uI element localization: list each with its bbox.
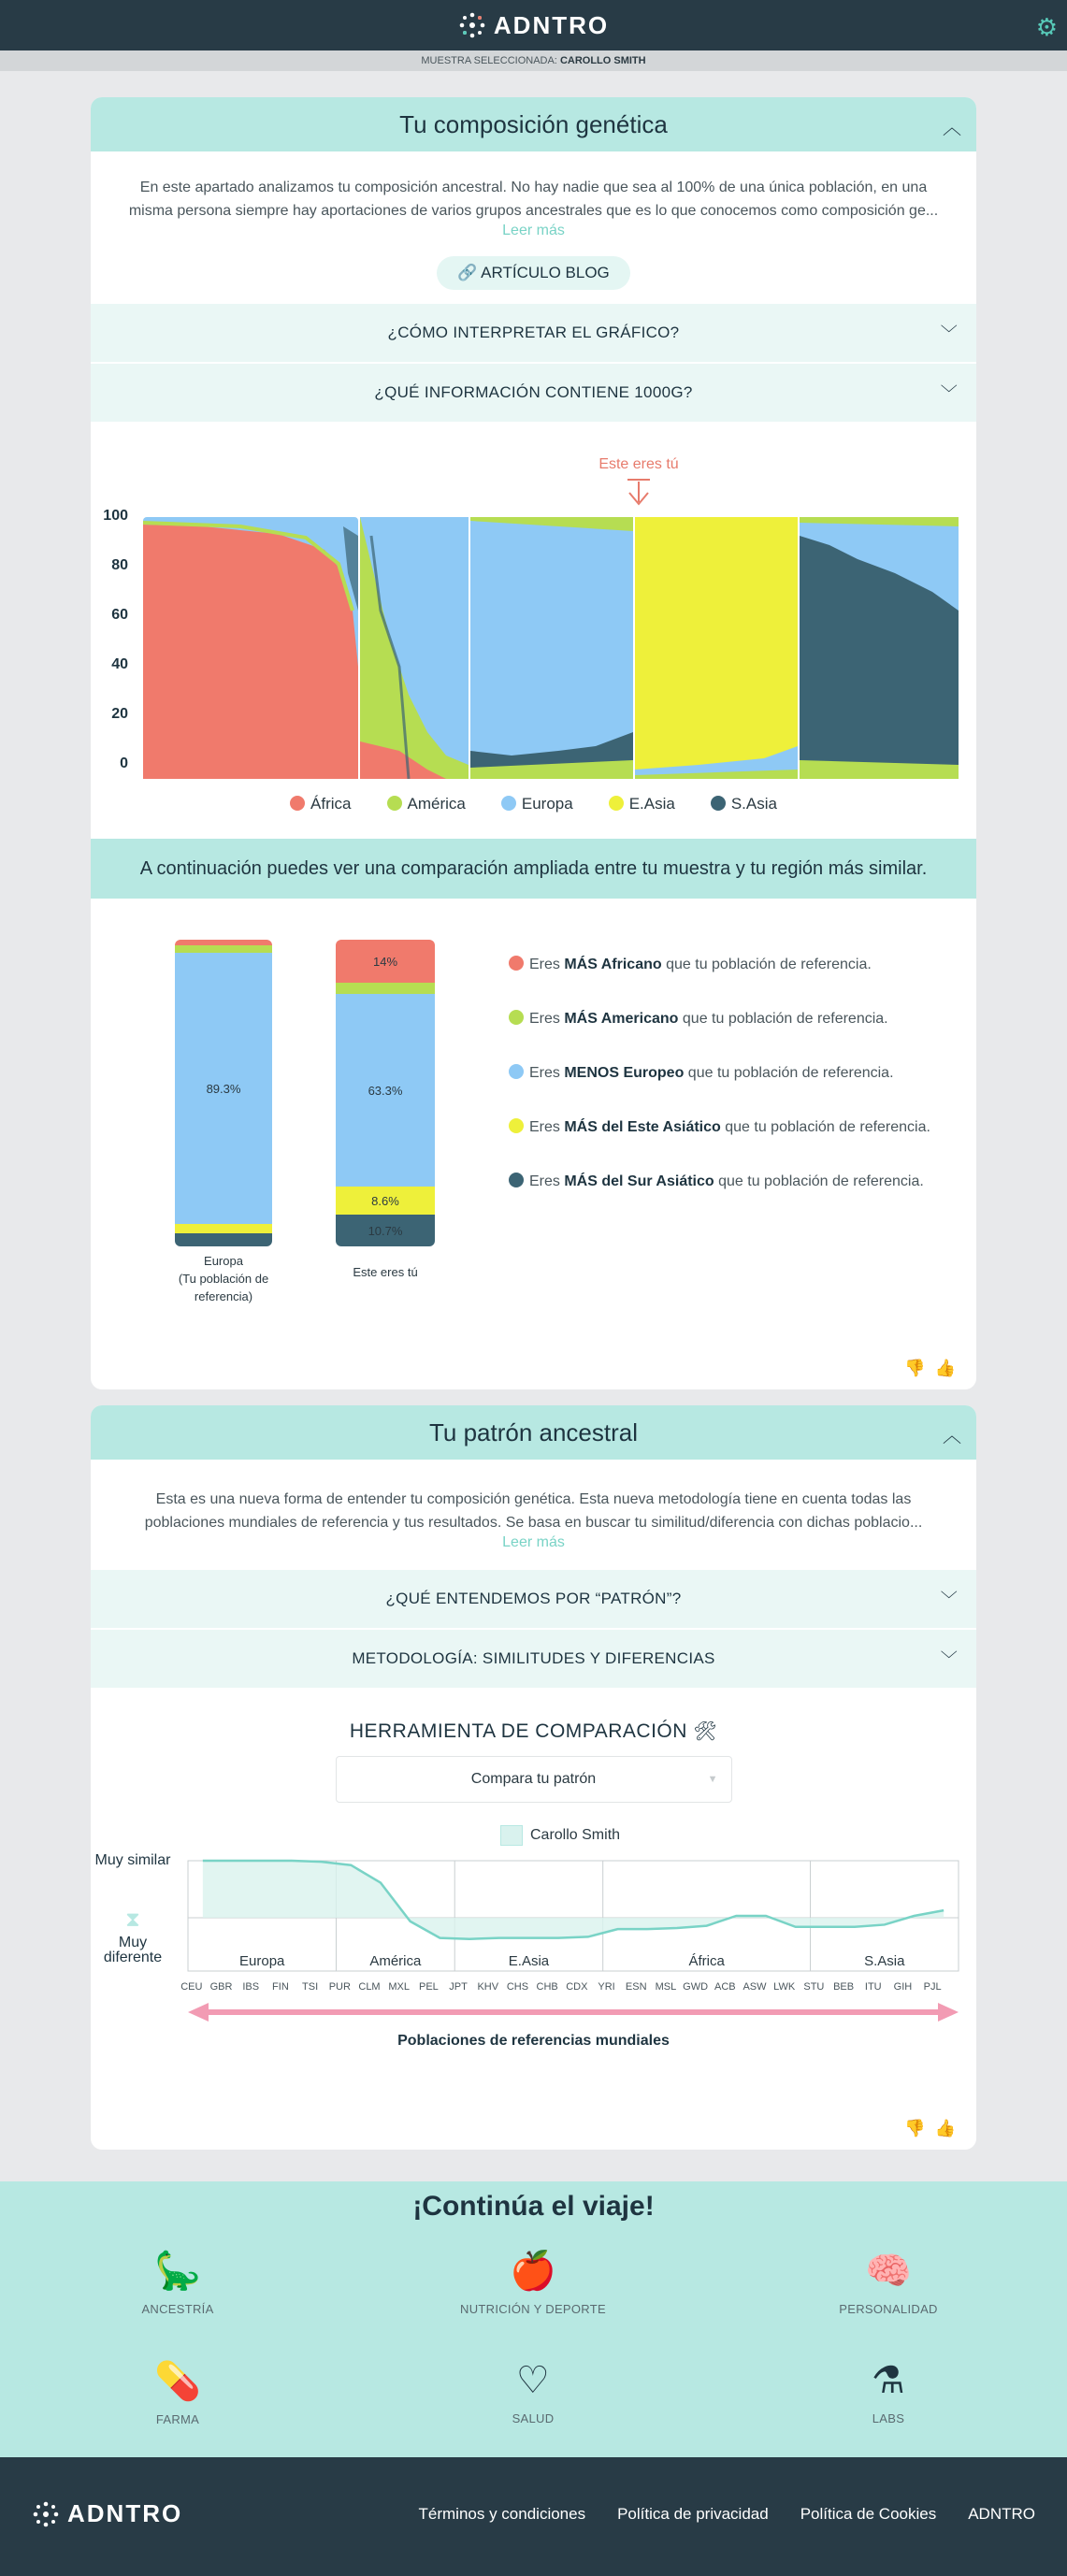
thumbs-up-icon[interactable]: 👍 bbox=[934, 1359, 965, 1377]
blog-article-button[interactable] bbox=[437, 256, 630, 290]
read-more-link[interactable]: Leer más bbox=[502, 1534, 565, 1550]
chevron-down-icon: ﹀ bbox=[940, 324, 958, 343]
marker-label: Este eres tú bbox=[598, 456, 679, 472]
nav-ancestry[interactable]: 🦕 ANCESTRÍA bbox=[94, 2249, 262, 2316]
admixture-block-south-asia bbox=[800, 517, 959, 779]
sample-name: CAROLLO SMITH bbox=[559, 55, 646, 66]
y-label-different: Muy diferente bbox=[103, 1935, 163, 1965]
x-axis-caption: Poblaciones de referencias mundiales bbox=[397, 2033, 670, 2049]
population-tick: PEL bbox=[418, 1981, 439, 1993]
link-adntro[interactable]: ADNTRO bbox=[968, 2505, 1035, 2523]
region-label: Europa bbox=[239, 1953, 285, 1969]
arrow-right-icon bbox=[938, 2003, 959, 2022]
composition-card bbox=[91, 97, 976, 1389]
sample-label: MUESTRA SELECCIONADA: bbox=[421, 55, 557, 66]
chevron-up-icon[interactable]: ︿ bbox=[943, 118, 961, 138]
population-tick: KHV bbox=[477, 1981, 499, 1993]
top-bar bbox=[0, 0, 1067, 50]
apple-icon: 🍎 bbox=[509, 2251, 557, 2292]
y-tick: 60 bbox=[111, 607, 128, 623]
y-tick: 80 bbox=[111, 557, 128, 573]
admixture-block-africa bbox=[143, 517, 358, 779]
feedback-buttons bbox=[904, 2119, 965, 2138]
region-label: S.Asia bbox=[864, 1953, 905, 1969]
population-tick: CHB bbox=[536, 1981, 558, 1993]
composition-intro bbox=[91, 176, 976, 223]
accordion-interpret-chart[interactable] bbox=[91, 304, 976, 364]
link-privacy[interactable]: Política de privacidad bbox=[617, 2505, 769, 2523]
comparison-banner: A continuación puedes ver una comparación ampliada entre tu muestra y tu región más similar. bbox=[91, 839, 976, 899]
nav-personality[interactable]: 🧠 PERSONALIDAD bbox=[804, 2249, 973, 2316]
footer-links bbox=[419, 2505, 1035, 2524]
chevron-down-icon: ﹀ bbox=[940, 384, 958, 403]
brain-icon: 🧠 bbox=[864, 2251, 913, 2292]
pattern-card bbox=[91, 1405, 976, 2150]
population-tick: MSL bbox=[655, 1981, 677, 1993]
y-axis-ticks bbox=[100, 508, 128, 781]
population-tick: FIN bbox=[272, 1981, 289, 1993]
population-tick: MXL bbox=[388, 1981, 411, 1993]
accordion-label: METODOLOGÍA: SIMILITUDES Y DIFERENCIAS bbox=[352, 1649, 715, 1667]
comparison-item: Eres MÁS del Este Asiático que tu población de referencia. bbox=[509, 1118, 930, 1173]
admixture-block-america bbox=[360, 517, 469, 779]
brand-name: ADNTRO bbox=[493, 10, 610, 39]
population-tick: GIH bbox=[893, 1981, 913, 1993]
comparison-item: Eres MENOS Europeo que tu población de referencia. bbox=[509, 1064, 930, 1118]
population-tick: STU bbox=[803, 1981, 825, 1993]
gear-icon[interactable]: ⚙ bbox=[1035, 13, 1058, 41]
footer-brand: ADNTRO bbox=[67, 2499, 183, 2527]
region-label: E.Asia bbox=[508, 1953, 550, 1969]
link-terms[interactable]: Términos y condiciones bbox=[418, 2505, 586, 2523]
you-bar-europe: 63.3% bbox=[336, 994, 435, 1187]
compare-select[interactable] bbox=[336, 1756, 732, 1803]
population-tick: ASW bbox=[743, 1981, 767, 1993]
accordion-pattern-meaning[interactable] bbox=[91, 1570, 976, 1630]
accordion-1000g-info[interactable] bbox=[91, 364, 976, 424]
flask-icon: ⚗ bbox=[871, 2360, 906, 2401]
admixture-legend bbox=[91, 795, 976, 813]
tools-icon: 🛠 bbox=[693, 1721, 718, 1742]
select-value: Compara tu patrón bbox=[470, 1771, 597, 1787]
link-cookies[interactable]: Política de Cookies bbox=[800, 2505, 937, 2523]
population-tick: BEB bbox=[833, 1981, 855, 1993]
arrow-left-icon bbox=[188, 2003, 209, 2022]
link-icon: 🔗 bbox=[457, 264, 478, 281]
heart-icon: ♡ bbox=[515, 2360, 551, 2401]
population-tick: PUR bbox=[328, 1981, 351, 1993]
hourglass-icon: ⧗ bbox=[125, 1907, 140, 1931]
chevron-up-icon[interactable]: ︿ bbox=[943, 1426, 961, 1446]
selected-sample-bar bbox=[0, 50, 1067, 71]
accordion-methodology[interactable] bbox=[91, 1630, 976, 1690]
footer-logo[interactable] bbox=[32, 2499, 182, 2528]
nav-nutrition[interactable]: 🍎 NUTRICIÓN Y DEPORTE bbox=[449, 2249, 617, 2316]
y-tick: 0 bbox=[120, 756, 128, 771]
pattern-intro bbox=[91, 1488, 976, 1534]
logo-icon bbox=[32, 2500, 60, 2528]
y-tick: 40 bbox=[111, 656, 128, 672]
intro-line: En este apartado analizamos tu composición ancestral. No hay nadie que sea al 100% de una única población, en una bbox=[139, 180, 928, 195]
you-bar-east-asia: 8.6% bbox=[336, 1187, 435, 1215]
comparison-item: Eres MÁS Africano que tu población de referencia. bbox=[509, 956, 930, 1010]
nav-pharma[interactable]: 💊 FARMA bbox=[94, 2359, 262, 2426]
reference-bar-value: 89.3% bbox=[175, 953, 272, 1224]
comparison-section bbox=[91, 899, 976, 1321]
admixture-block-europe bbox=[470, 517, 633, 779]
admixture-svg bbox=[91, 424, 976, 839]
you-bar-africa: 14% bbox=[336, 940, 435, 983]
pattern-chart bbox=[91, 1825, 976, 2059]
population-tick: IBS bbox=[242, 1981, 260, 1993]
continue-section bbox=[0, 2181, 1067, 2457]
population-tick: CLM bbox=[358, 1981, 381, 1993]
logo-icon bbox=[458, 11, 486, 39]
population-tick: CEU bbox=[180, 1981, 203, 1993]
thumbs-down-icon[interactable]: 👎 bbox=[904, 2119, 935, 2137]
population-tick: CDX bbox=[566, 1981, 588, 1993]
pattern-card-header[interactable] bbox=[91, 1405, 976, 1460]
pattern-line-svg bbox=[91, 1825, 976, 2059]
feedback-buttons bbox=[904, 1359, 965, 1378]
admixture-chart bbox=[91, 424, 976, 839]
you-bar-label: Este eres tú bbox=[353, 1265, 418, 1279]
accordion-label: ¿QUÉ ENTENDEMOS POR “PATRÓN”? bbox=[385, 1590, 682, 1607]
population-tick: PJL bbox=[923, 1981, 942, 1993]
nav-health[interactable]: ♡ SALUD bbox=[449, 2359, 617, 2425]
ancestry-icon: 🦕 bbox=[153, 2251, 202, 2292]
reference-bar bbox=[175, 940, 272, 1246]
thumbs-up-icon[interactable]: 👍 bbox=[934, 2119, 965, 2137]
population-tick: CHS bbox=[506, 1981, 529, 1993]
continue-title: ¡Continúa el viaje! bbox=[412, 2191, 655, 2222]
population-tick: ESN bbox=[625, 1981, 647, 1993]
reference-bar-label: Europa (Tu población de referencia) bbox=[178, 1254, 269, 1303]
population-tick: JPT bbox=[449, 1981, 468, 1993]
pills-icon: 💊 bbox=[153, 2361, 202, 2402]
legend-item-africa: África bbox=[290, 795, 351, 813]
blog-button-label: ARTÍCULO BLOG bbox=[481, 264, 610, 281]
thumbs-down-icon[interactable]: 👎 bbox=[904, 1359, 935, 1377]
population-tick: YRI bbox=[598, 1981, 615, 1993]
population-tick: GWD bbox=[683, 1981, 709, 1993]
legend-item-america: América bbox=[387, 795, 466, 813]
y-tick: 20 bbox=[111, 706, 128, 722]
chevron-down-icon: ﹀ bbox=[940, 1590, 958, 1609]
comparison-tool-title: HERRAMIENTA DE COMPARACIÓN 🛠 bbox=[349, 1720, 718, 1742]
intro-line: Esta es una nueva forma de entender tu composición genética. Esta nueva metodología tiene en cuenta todas las bbox=[155, 1491, 912, 1507]
intro-line: poblaciones mundiales de referencia y tus resultados. Se basa en buscar tu similitud/diferencia con dichas poblacio... bbox=[144, 1515, 923, 1531]
you-bar bbox=[336, 940, 435, 1246]
admixture-block-east-asia bbox=[635, 517, 798, 779]
chevron-down-icon: ﹀ bbox=[940, 1650, 958, 1669]
population-tick: ITU bbox=[864, 1981, 882, 1993]
composition-card-header[interactable] bbox=[91, 97, 976, 151]
intro-line: misma persona siempre hay aportaciones de varios grupos ancestrales que es lo que conocemos como composición ge... bbox=[128, 203, 939, 219]
y-label-similar: Muy similar bbox=[94, 1852, 171, 1868]
you-bar-south-asia: 10.7% bbox=[336, 1215, 435, 1246]
region-label: América bbox=[369, 1953, 422, 1969]
accordion-label: ¿QUÉ INFORMACIÓN CONTIENE 1000G? bbox=[374, 383, 693, 401]
legend-item-south-asia: S.Asia bbox=[711, 795, 777, 813]
population-tick: GBR bbox=[209, 1981, 233, 1993]
read-more-link[interactable]: Leer más bbox=[502, 223, 565, 238]
population-tick: ACB bbox=[714, 1981, 736, 1993]
brand-logo[interactable] bbox=[458, 11, 609, 40]
comparison-item: Eres MÁS Americano que tu población de referencia. bbox=[509, 1010, 930, 1064]
legend-series-name: Carollo Smith bbox=[530, 1827, 621, 1843]
region-label: África bbox=[688, 1953, 725, 1969]
legend-item-east-asia: E.Asia bbox=[609, 795, 675, 813]
comparison-list bbox=[509, 956, 930, 1227]
composition-title: Tu composición genética bbox=[399, 109, 668, 138]
comparison-item: Eres MÁS del Sur Asiático que tu población de referencia. bbox=[509, 1173, 930, 1227]
legend-item-europe: Europa bbox=[501, 795, 573, 813]
pattern-title: Tu patrón ancestral bbox=[428, 1418, 639, 1446]
caret-down-icon: ▼ bbox=[707, 1774, 718, 1785]
y-tick: 100 bbox=[103, 508, 128, 524]
nav-labs[interactable]: ⚗ LABS bbox=[804, 2359, 973, 2425]
population-tick: LWK bbox=[773, 1981, 796, 1993]
population-tick: TSI bbox=[302, 1981, 319, 1993]
accordion-label: ¿CÓMO INTERPRETAR EL GRÁFICO? bbox=[387, 324, 680, 341]
footer bbox=[0, 2457, 1067, 2576]
